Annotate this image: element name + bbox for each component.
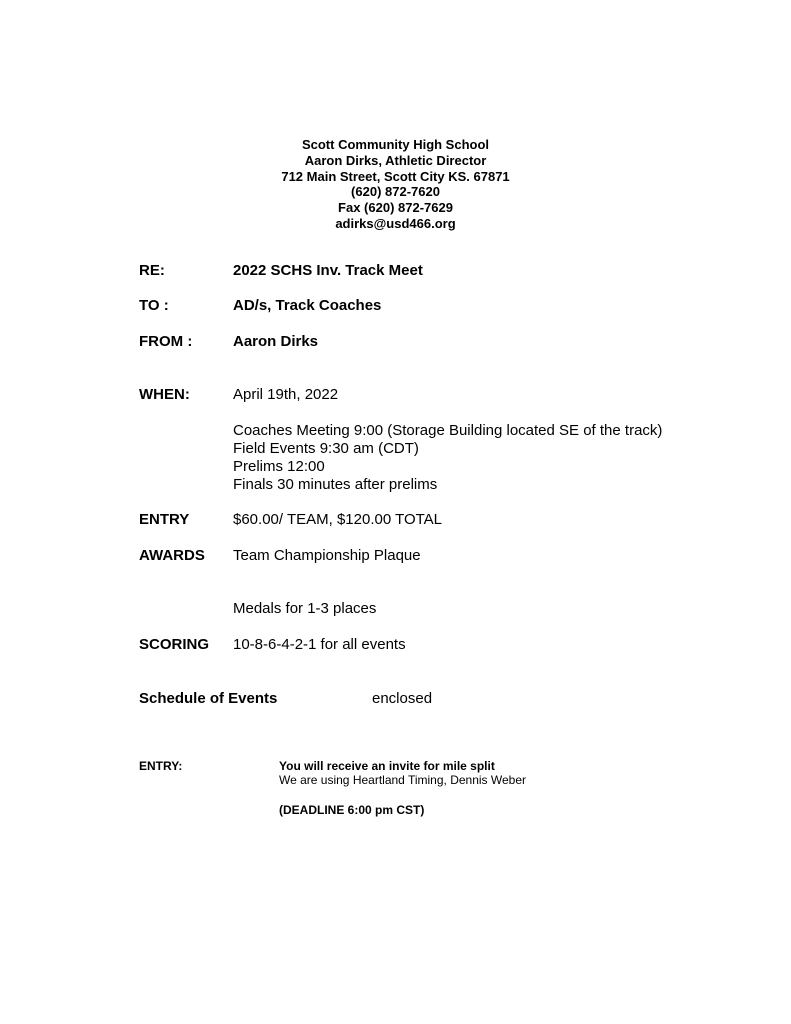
scoring-value: 10-8-6-4-2-1 for all events [233,636,406,653]
from-label: FROM : [139,333,193,350]
to-value: AD/s, Track Coaches [233,297,382,314]
from-value: Aaron Dirks [233,333,319,350]
when-date: April 19th, 2022 [233,386,339,403]
awards-value: Team Championship Plaque [233,547,421,564]
awards-medals: Medals for 1-3 places [233,600,377,617]
schedule-line: Field Events 9:30 am (CDT) [233,440,419,457]
school-phone: (620) 872-7620 [351,184,440,200]
awards-label: AWARDS [139,547,205,564]
schedule-line: Prelims 12:00 [233,458,325,475]
when-schedule [233,422,662,494]
entry-note-line2: We are using Heartland Timing, Dennis Weber [279,773,527,787]
re-label: RE: [139,262,165,279]
re-value: 2022 SCHS Inv. Track Meet [233,262,423,279]
entry-deadline: (DEADLINE 6:00 pm CST) [279,803,425,817]
school-address: 712 Main Street, Scott City KS. 67871 [281,168,510,184]
athletic-director: Aaron Dirks, Athletic Director [304,152,487,168]
entry-label: ENTRY [139,511,190,528]
letterhead [0,137,791,232]
schedule-line: Finals 30 minutes after prelims [233,476,438,493]
school-name: Scott Community High School [301,137,490,152]
school-email: adirks@usd466.org [335,215,456,231]
schedule-of-events-value: enclosed [372,690,433,707]
entry-note-label: ENTRY: [139,759,183,773]
school-fax: Fax (620) 872-7629 [338,200,453,216]
when-label: WHEN: [139,386,190,403]
entry-note-line1: You will receive an invite for mile split [279,759,495,773]
scoring-label: SCORING [139,636,210,653]
entry-value: $60.00/ TEAM, $120.00 TOTAL [233,511,443,528]
schedule-of-events-label: Schedule of Events [139,690,278,707]
schedule-line: Coaches Meeting 9:00 (Storage Building located SE of the track) [233,422,663,439]
to-label: TO : [139,297,169,314]
